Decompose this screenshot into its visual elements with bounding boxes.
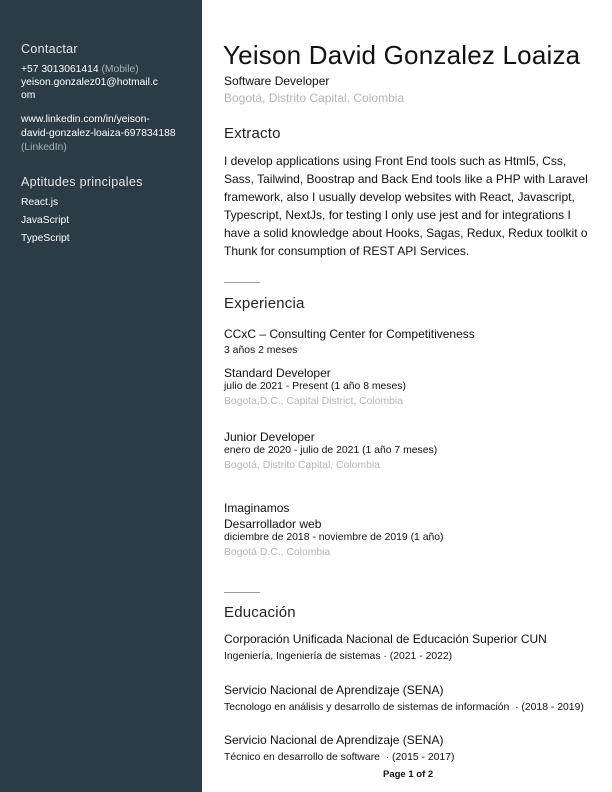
- role-location: Bogota,D.C., Capital District, Colombia: [224, 396, 404, 407]
- phone-number: +57 3013061414: [21, 64, 99, 75]
- phone: [21, 63, 139, 76]
- role-dates: diciembre de 2018 - noviembre de 2019 (1 año): [224, 532, 444, 543]
- linkedin-line2[interactable]: david-gonzalez-loaiza-697834188: [21, 128, 176, 139]
- sidebar: [0, 0, 202, 792]
- company-name: Imaginamos: [224, 501, 290, 515]
- company-duration: 3 años 2 meses: [224, 345, 298, 356]
- email-line1[interactable]: yeison.gonzalez01@hotmail.c: [21, 77, 158, 88]
- role-location: Bogotá D.C., Colombia: [224, 547, 331, 558]
- page-number: Page 1 of 2: [383, 769, 434, 780]
- skills-heading: Aptitudes principales: [21, 175, 143, 189]
- skill-item: React.js: [21, 197, 59, 208]
- degree: Tecnologo en análisis y desarrollo de sistemas de información · (2018 - 2019): [224, 702, 584, 713]
- role-title: Junior Developer: [224, 430, 315, 444]
- school-name: Corporación Unificada Nacional de Educación Superior CUN: [224, 632, 547, 646]
- headline: Software Developer: [224, 74, 330, 88]
- location: Bogotá, Distrito Capital, Colombia: [224, 91, 405, 105]
- degree: Técnico en desarrollo de software · (2015 - 2017): [224, 752, 455, 763]
- divider: [224, 282, 260, 283]
- role-dates: enero de 2020 - julio de 2021 (1 año 7 meses): [224, 445, 438, 456]
- phone-type: (Mobile): [101, 64, 139, 75]
- company-name: CCxC – Consulting Center for Competitiveness: [224, 327, 475, 341]
- school-name: Servicio Nacional de Aprendizaje (SENA): [224, 733, 444, 747]
- role-dates: julio de 2021 - Present (1 año 8 meses): [224, 381, 406, 392]
- linkedin-line1[interactable]: www.linkedin.com/in/yeison-: [21, 114, 150, 125]
- skill-item: TypeScript: [21, 233, 70, 244]
- summary-text: I develop applications using Front End tools such as Html5, Css, Sass, Tailwind, Boostrap and Back End tools like a PHP with Laravel framework, also I usually develop websites with React, Javascript, Typescript, NextJs, for testing I only use jest and for integrations I have a solid knowledge about Hooks, Sagas, Redux, Redux toolkit o Thunk for consumption of REST API Services.: [224, 154, 588, 258]
- experience-heading: Experiencia: [224, 295, 305, 312]
- email-line2[interactable]: om: [21, 90, 36, 101]
- linkedin-type: (LinkedIn): [21, 142, 67, 153]
- contact-heading: Contactar: [21, 42, 78, 56]
- summary-heading: Extracto: [224, 125, 281, 142]
- role-location: Bogotá, Distrito Capital, Colombia: [224, 460, 380, 471]
- education-heading: Educación: [224, 604, 296, 621]
- school-name: Servicio Nacional de Aprendizaje (SENA): [224, 683, 444, 697]
- divider: [224, 592, 260, 593]
- role-title: Desarrollador web: [224, 517, 322, 531]
- degree: Ingeniería, Ingeniería de sistemas · (2021 - 2022): [224, 651, 453, 662]
- profile-name: Yeison David Gonzalez Loaiza: [223, 40, 581, 70]
- role-title: Standard Developer: [224, 366, 331, 380]
- skill-item: JavaScript: [21, 215, 70, 226]
